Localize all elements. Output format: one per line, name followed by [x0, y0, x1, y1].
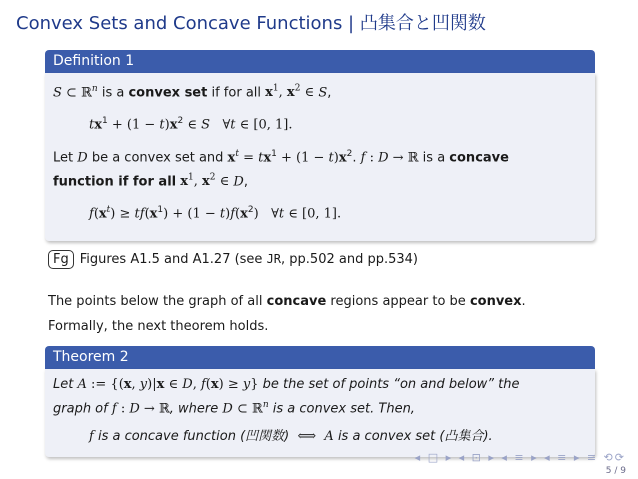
fg-badge: Fg — [48, 250, 74, 269]
definition-body — [45, 73, 595, 241]
theorem-line-2: graph of f : D → ℝ, where D ⊂ ℝ$^n$ is a convex set. Then, — [53, 400, 415, 417]
theorem-line-3: f is a concave function (凹関数) ⟺ A is a convex set (凸集合). — [89, 429, 493, 445]
frame-title-bar — [0, 0, 638, 42]
beamer-navigation[interactable]: ◂ □ ▸ ◂ ⊡ ▸ ◂ ≡ ▸ ◂ ≡ ▸ ≡ ⟲⟳ — [414, 451, 626, 464]
theorem-block — [45, 346, 595, 457]
definition-line-2: Let D be a convex set and $x^t = tx^1 + (1 - t)x^2$. f : D → ℝ is a concave — [53, 148, 509, 165]
definition-header: Definition 1 — [45, 50, 595, 73]
definition-line-1: S ⊂ ℝ$^n$ is a convex set if for all $x^1$, $x^2$ ∈ S, — [53, 84, 332, 101]
definition-formula-1: $tx^1 + (1 - t)x^2$ ∈ S ∀t ∈ [0, 1]. — [89, 116, 293, 133]
definition-line-3: function if for all $x^1$, $x^2$ ∈ D, — [53, 172, 248, 190]
definition-block — [45, 50, 595, 241]
theorem-header: Theorem 2 — [45, 346, 595, 369]
theorem-line-1: Let A := {(x, y)|x ∈ D, f(x) ≥ y} be the set of points “on and below” the — [53, 377, 520, 392]
paragraph-line-2: Formally, the next theorem holds. — [48, 319, 269, 334]
page-title: Convex Sets and Concave Functions | 凸集合と凹関数 — [16, 13, 486, 34]
page-number: 5 / 9 — [605, 466, 626, 476]
theorem-body — [45, 369, 595, 457]
paragraph-line-1: The points below the graph of all concave regions appear to be convex. — [48, 294, 526, 309]
figure-reference: Fg Figures A1.5 and A1.27 (see JR, pp.502 and pp.534) — [48, 249, 418, 270]
definition-formula-2: $f(x^t) \ge tf(x^1) + (1 - t)f(x^2)$ ∀t ∈ [0, 1]. — [89, 205, 342, 222]
